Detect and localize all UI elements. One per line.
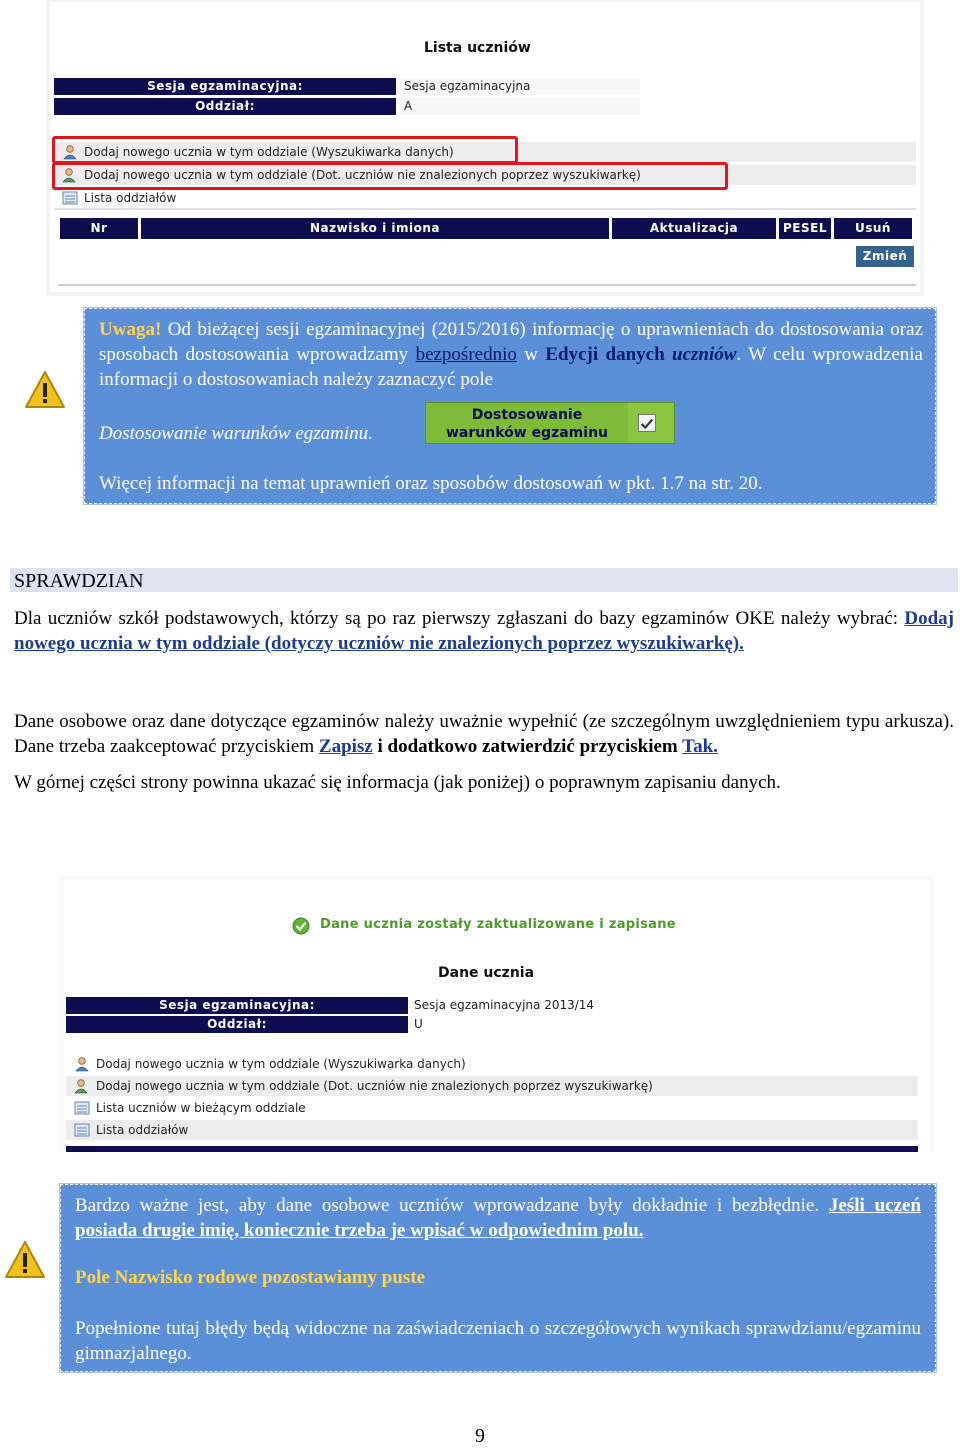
badge-line-2: warunków egzaminu xyxy=(445,425,608,441)
link-class-list[interactable] xyxy=(54,188,916,208)
col-update[interactable]: Aktualizacja xyxy=(612,218,776,239)
link-student-list[interactable] xyxy=(66,1098,918,1118)
page-number: 9 xyxy=(475,1425,485,1447)
link-add-student-manual[interactable] xyxy=(66,1076,918,1096)
link-add-student-search[interactable] xyxy=(66,1054,918,1074)
add-student-link[interactable]: Dodaj nowego ucznia w tym oddziale (dotyczy uczniów nie znalezionych poprzez wyszukiwarkę). xyxy=(14,608,954,654)
highlight-box-1 xyxy=(52,136,518,164)
note-text-part: w xyxy=(516,344,546,365)
list-icon xyxy=(74,1100,90,1116)
checkbox[interactable] xyxy=(638,414,656,432)
p2-text: Dane osobowe oraz dane dotyczące egzaminów należy uważnie wypełnić (ze szczególnym uwzględnieniem typu arkusza). Dane trzeba zaakceptować przyciskiem xyxy=(14,711,954,757)
page-title: Lista uczniów xyxy=(424,40,531,56)
dostosowanie-line xyxy=(99,423,373,445)
p1-text: Dla uczniów szkół podstawowych, którzy są po raz pierwszy zgłaszani do bazy egzaminów OKE należy wybrać: xyxy=(14,608,905,629)
col-pesel[interactable]: PESEL xyxy=(779,218,831,239)
dostosowanie-italic: Dostosowanie warunków egzaminu xyxy=(99,423,369,444)
user-icon xyxy=(74,1056,90,1072)
link-label: Lista oddziałów xyxy=(96,1123,189,1137)
note-uwaga xyxy=(84,308,936,504)
screenshot-inner xyxy=(64,880,930,1152)
note-text-3: Pole Nazwisko rodowe pozostawiamy puste xyxy=(75,1267,426,1288)
tak-button-ref[interactable]: Tak. xyxy=(682,736,718,757)
link-class-list[interactable] xyxy=(66,1120,918,1140)
col-nr[interactable]: Nr xyxy=(60,218,138,239)
session-value: Sesja egzaminacyjna 2013/14 xyxy=(410,997,710,1014)
user-add-icon xyxy=(74,1078,90,1094)
link-label: Dodaj nowego ucznia w tym oddziale (Wyszukiwarka danych) xyxy=(84,145,454,159)
link-label: Lista oddziałów xyxy=(84,191,177,205)
session-label: Sesja egzaminacyjna: xyxy=(54,78,396,95)
warning-icon xyxy=(4,1240,46,1280)
link-label: Dodaj nowego ucznia w tym oddziale (Wyszukiwarka danych) xyxy=(96,1057,466,1071)
link-label: Dodaj nowego ucznia w tym oddziale (Dot. uczniów nie znalezionych poprzez wyszukiwarkę) xyxy=(84,168,641,182)
link-label: Lista uczniów w bieżącym oddziale xyxy=(96,1101,306,1115)
col-delete[interactable]: Usuń xyxy=(834,218,912,239)
edycji-text: Edycji danych xyxy=(545,344,665,365)
uwaga-label: Uwaga! xyxy=(99,319,162,340)
session-label: Sesja egzaminacyjna: xyxy=(66,997,408,1014)
screenshot-lista-uczniow xyxy=(46,0,924,296)
warning-icon xyxy=(24,370,66,410)
list-icon xyxy=(62,190,78,206)
link-label: Dodaj nowego ucznia w tym oddziale (Dot. uczniów nie znalezionych poprzez wyszukiwarkę) xyxy=(96,1079,653,1093)
p2-bold-text: i dodatkowo zatwierdzić przyciskiem xyxy=(372,736,683,757)
divider xyxy=(58,284,916,286)
page-title: Dane ucznia xyxy=(438,965,535,981)
bezposrednio-text: bezpośrednio xyxy=(415,344,517,365)
paragraph-3: W górnej części strony powinna ukazać się informacja (jak poniżej) o poprawnym zapisaniu danych. xyxy=(14,772,781,793)
screenshot-dane-ucznia xyxy=(58,876,934,1152)
class-label: Oddział: xyxy=(66,1016,408,1033)
success-icon xyxy=(292,917,310,935)
zapisz-button-ref[interactable]: Zapisz xyxy=(318,736,373,757)
cut-table-header xyxy=(66,1146,918,1152)
uczniow-text: uczniów xyxy=(672,344,737,365)
note-intro xyxy=(75,1193,921,1243)
note-text xyxy=(99,317,923,392)
class-value: A xyxy=(400,98,640,115)
change-button[interactable]: Zmień xyxy=(856,246,914,267)
highlight-box-2 xyxy=(52,162,728,190)
note-text-part: . W celu wprowadzenia informacji o dostosowaniach należy zaznaczyć pole xyxy=(99,344,923,390)
note-text-4: Popełnione tutaj błędy będą widoczne na zaświadczeniach o szczegółowych wynikach sprawdzianu/egzaminu gimnazjalnego. xyxy=(75,1318,921,1364)
badge-line-1: Dostosowanie xyxy=(471,407,583,423)
dostosowanie-badge xyxy=(425,402,675,444)
paragraph-1 xyxy=(14,606,954,656)
screenshot-inner xyxy=(50,2,920,292)
wiecej-info: Więcej informacji na temat uprawnień oraz sposobów dostosowań w pkt. 1.7 na str. 20. xyxy=(99,473,763,494)
check-icon xyxy=(639,416,655,432)
badge-label xyxy=(426,403,628,443)
col-name[interactable]: Nazwisko i imiona xyxy=(141,218,609,239)
note-text-2: Jeśli uczeń posiada drugie imię, koniecznie trzeba je wpisać w odpowiednim polu. xyxy=(75,1195,922,1241)
divider xyxy=(54,208,916,210)
note-text-part: Od bieżącej sesji egzaminacyjnej (2015/2016) informację o uprawnieniach do dostosowania oraz sposobach dostosowania wprowadzamy xyxy=(99,319,923,365)
dot: . xyxy=(368,423,373,444)
success-message: Dane ucznia zostały zaktualizowane i zapisane xyxy=(320,917,676,932)
section-heading: SPRAWDZIAN xyxy=(10,568,958,592)
paragraph-2 xyxy=(14,709,954,759)
class-label: Oddział: xyxy=(54,98,396,115)
session-value: Sesja egzaminacyjna xyxy=(400,78,640,95)
class-value: U xyxy=(410,1016,710,1033)
note-wazne xyxy=(60,1184,936,1372)
note-text-1: Bardzo ważne jest, aby dane osobowe uczniów wprowadzane były dokładnie i bezbłędnie. xyxy=(75,1195,820,1216)
list-icon xyxy=(74,1122,90,1138)
